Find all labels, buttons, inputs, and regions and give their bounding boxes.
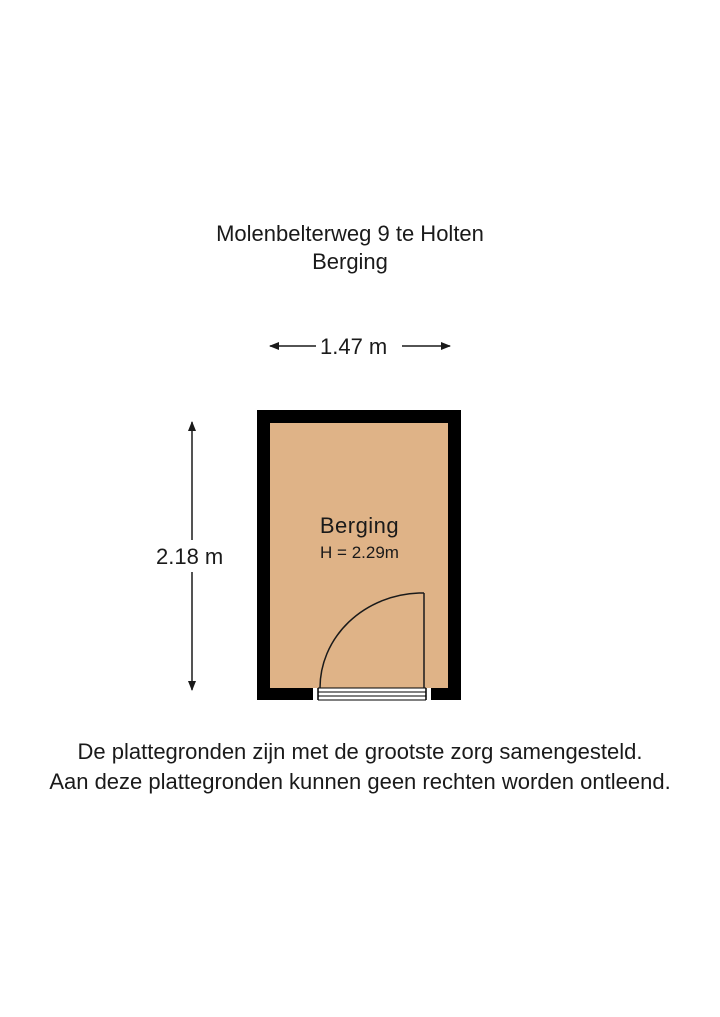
width-dimension-label: 1.47 m [320,334,388,359]
room-name-label: Berging [319,513,400,538]
disclaimer-line-1: De plattegronden zijn met de grootste zorg samengesteld. [77,739,643,764]
door-opening [312,688,432,700]
room-height-label: H = 2.29m [320,543,399,562]
height-dimension-label: 2.18 m [156,544,224,569]
plan-address-title: Molenbelterweg 9 te Holten [216,221,484,246]
disclaimer-line-2: Aan deze plattegronden kunnen geen rechten worden ontleend. [49,769,671,794]
plan-floor-title: Berging [312,249,388,274]
